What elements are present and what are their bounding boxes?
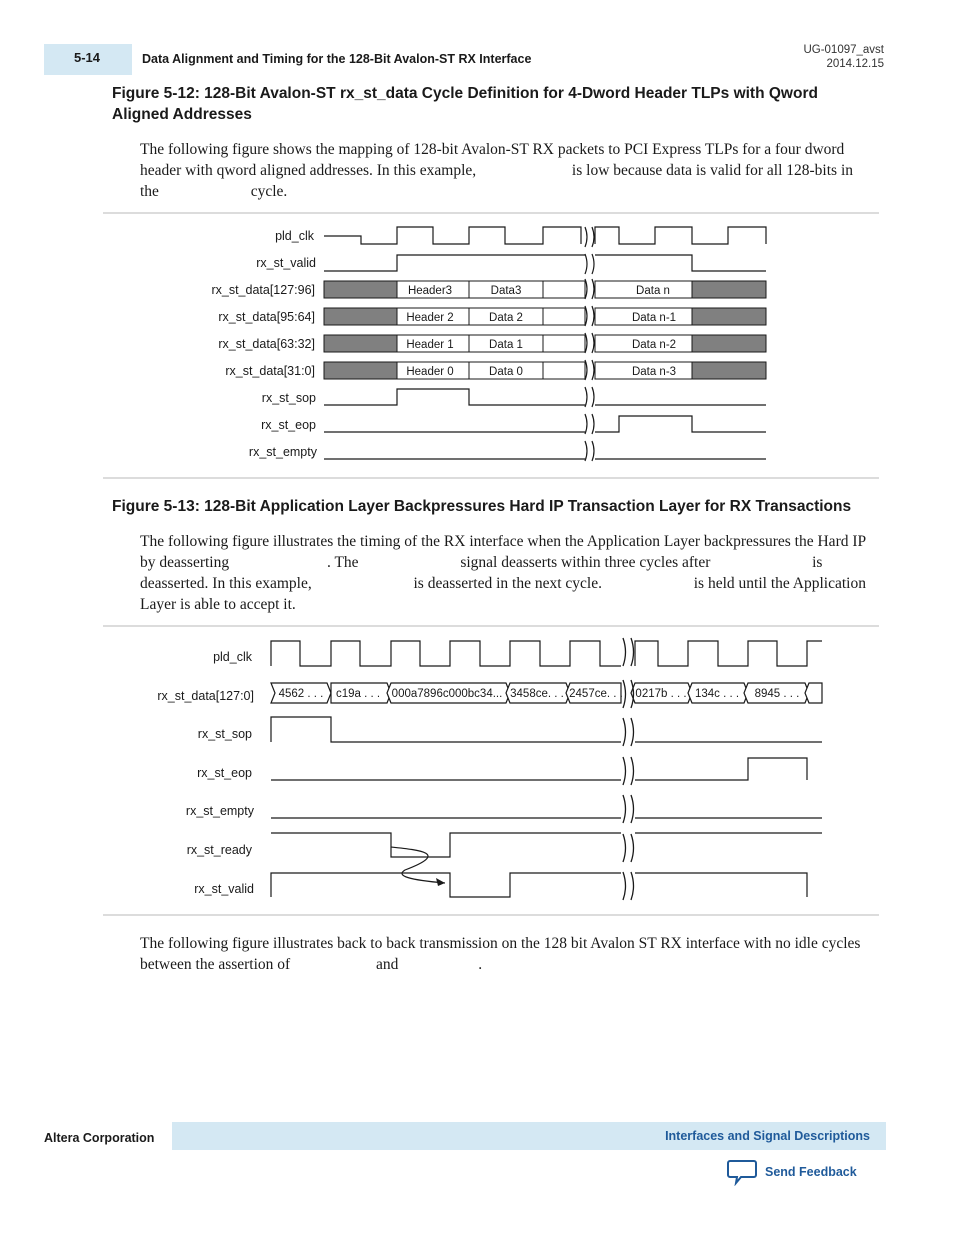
signal-label: rx_st_data[63:32] [218,337,315,351]
trailing-paragraph [140,933,870,975]
bus-cell: Data n [636,285,670,297]
bus-cell: Data 2 [489,312,523,324]
break-marks [623,638,634,900]
figure-5-12-title: Figure 5-12: 128-Bit Avalon-ST rx_st_data Cycle Definition for 4-Dword Header TLPs with Qword Aligned Addresses [112,85,818,123]
figure-bottom-rule [103,914,879,916]
sop-waveform [324,389,766,405]
doc-id: UG-01097_avst [803,44,884,56]
arrow-head [436,878,445,886]
figure-top-rule [103,212,879,214]
signal-label: rx_st_valid [256,256,316,270]
signal-label: rx_st_ready [186,843,252,857]
bus-cell: Data 1 [489,339,523,351]
figure-bottom-rule [103,477,879,479]
bus-cell: Header 2 [406,312,454,324]
para-text: The following figure illustrates back to back transmission on the 128 bit Avalon ST RX interface with no idle cycles between the assertion of [140,935,861,973]
bus-cell: 3458ce. . . [510,688,564,700]
para-text: cycle. [246,183,288,200]
bus-cell: Data n-2 [631,339,677,351]
figure-top-rule [103,625,879,627]
footer-company: Altera Corporation [44,1131,155,1145]
para-text: . The [326,554,363,571]
bus-cell: 8945 . . . [754,688,800,700]
causality-arrow [391,847,445,883]
para-text: is deasserted in the next cycle. [409,575,606,592]
bus-row-31-0 [324,362,766,379]
doc-date: 2014.12.15 [826,58,884,70]
bus-cell: Data n-3 [631,366,677,378]
clk-waveform [271,641,822,666]
signal-label: rx_st_data[127:96] [211,283,315,297]
figure-5-13-title: Figure 5-13: 128-Bit Application Layer Backpressures Hard IP Transaction Layer for RX Transactions [112,498,852,515]
figure-5-13-paragraph [140,531,870,615]
running-title: Data Alignment and Timing for the 128-Bit Avalon-ST RX Interface [142,52,532,66]
signal-label: rx_st_eop [261,418,316,432]
bus-cell: Header3 [407,285,453,297]
page-number: 5-14 [74,50,101,65]
bus-row-127-96 [324,281,766,298]
bus-cell: 4562 . . . [278,688,324,700]
figure-5-12-paragraph [140,139,870,202]
break-marks [585,227,594,461]
signal-label: rx_st_sop [197,727,252,741]
valid-waveform [324,255,766,271]
para-text: The following figure shows the mapping of 128-bit Avalon-ST RX packets to PCI Express TLPs for a four dword header with qword aligned addresses. In this example, [140,141,845,179]
bus-cell: Header 0 [406,366,454,378]
eop-waveform [324,416,766,432]
timing-diagram-5-12 [0,215,954,477]
bus-cell: Data 0 [489,366,523,378]
bus-cell: Data n-1 [631,312,677,324]
signal-label: rx_st_eop [197,766,252,780]
signal-label: pld_clk [213,650,252,664]
timing-diagram-5-13 [0,628,954,914]
para-text: signal deasserts within three cycles after [456,554,715,571]
bus-cell: c19a . . . [335,688,381,700]
bus-cell: 134c . . . [694,688,740,700]
para-text: is held until the Application Layer is able to accept it. [140,575,866,613]
signal-label: pld_clk [275,229,314,243]
valid-waveform [271,873,807,897]
send-feedback-label: Send Feedback [765,1165,857,1179]
ready-waveform [271,833,822,857]
signal-label: rx_st_data[127:0] [157,689,254,703]
clk-waveform [324,227,766,244]
bus-cell: 0217b . . . [635,688,687,700]
bus-cell: 000a7896c000bc34... [391,688,503,700]
signal-label: rx_st_valid [194,882,254,896]
eop-waveform [271,758,807,780]
bus-cell: Header 1 [406,339,454,351]
bus-row-63-32 [324,335,766,352]
send-feedback-button[interactable] [727,1158,857,1186]
bus-cell: 2457ce. . . [569,688,623,700]
bus-rows [324,281,766,379]
signal-label: rx_st_data[31:0] [225,364,315,378]
chapter-link[interactable]: Interfaces and Signal Descriptions [665,1129,870,1143]
bus-cell: Data3 [490,285,522,297]
signal-label: rx_st_empty [185,804,254,818]
signal-label: rx_st_sop [261,391,316,405]
signal-label: rx_st_empty [248,445,317,459]
para-text: The following figure illustrates the timing of the RX interface when the Application Layer backpressures the Hard IP by deasserting [140,533,866,571]
para-text: is low because data is valid for all 128-bits in the [140,162,854,200]
para-text: is deasserted. In this example, [140,554,823,592]
signal-label: rx_st_data[95:64] [218,310,315,324]
bus-row-95-64 [324,308,766,325]
para-text: . [478,956,483,973]
speech-bubble-icon [727,1158,757,1186]
sop-waveform [271,717,822,742]
para-text: and [372,956,403,973]
doc-id-block [803,43,884,71]
